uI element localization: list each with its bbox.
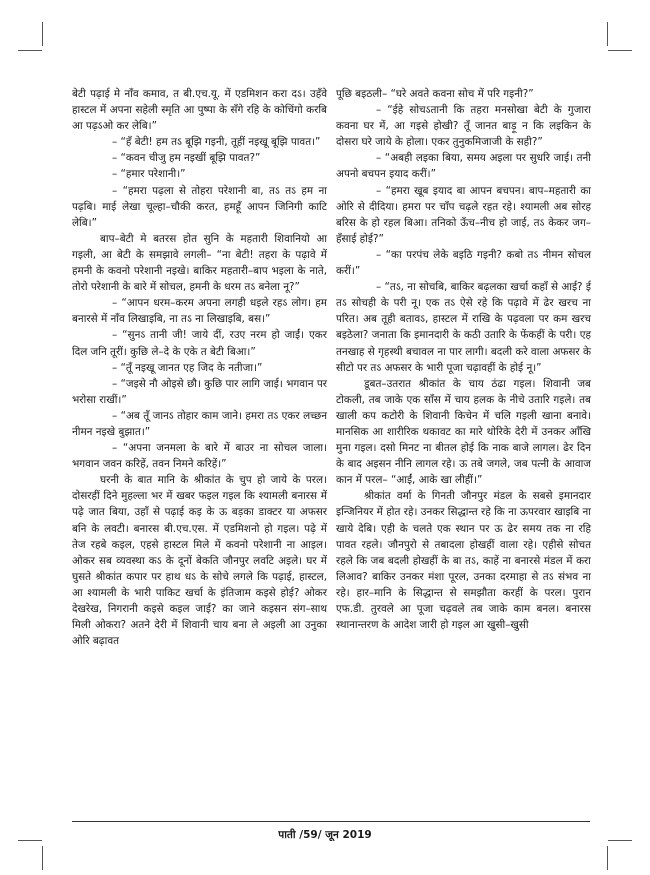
paragraph: – “हमार परेशानी।” [112, 168, 186, 181]
paragraph: – “अब तूँ जानऽ तोहार काम जाने। हमरा तऽ एकर लच्छन नीमन नइखे बुझात।” [72, 409, 327, 438]
paragraph: – “जइसे नौ ओइसे छौ। कुछि पार लागि जाई। भगवान पर भरोसा राखीं।” [72, 377, 327, 406]
paragraph: पूछि बइठली– “घरे अवते कवना सोच में परि गइनी?” [336, 88, 534, 100]
paragraph: – “हमरा खूब इयाद बा आपन बचपन। बाप–महतारी का ओरि से दीदिया। हमरा पर चाँप चढ़ले रहत रहे। श्यामली अब सोरह बरिस के हो रहल बिआ। तनिको ऊँच–नीच हो जाई, तऽ केकर जग–हँसाई होई?” [336, 184, 591, 245]
paragraph: – “कवन चीजु हम नइखीं बूझि पावत?” [112, 152, 261, 165]
paragraph: – “ईहे सोचऽतानी कि तहरा मनसोखा बेटी के गुजारा कवना घर में, आ गइसे होखी? तूँ जानत बाड़ू न कि लइकिन के दोसरा घरे जाये के होला। एकर तुनुकमिजाजी के सही?” [336, 104, 591, 149]
paragraph: डूबत–उतरात श्रीकांत के चाय ठंढा गइल। शिवानी जब टोकली, तब जाके एक साँस में चाय हलक के नीचे उतारि गइले। तब खाली कप कटोरी के शिवानी किचेन में चलि गइली खाना बनावे। मानसिक आ शारीरिक थकावट का मारे थोरिके देरी में उनकर आँखि मुना गइल। दसो मिनट ना बीतल होई कि नाक बाजे लागल। ढेर दिन के बाद अइसन नीनि लागल रहे। ऊ तबे जगले, जब पत्नी के आवाज कान में परल– “आईं, आके खा लीहीं।” [336, 377, 591, 487]
right-text-column [336, 86, 591, 633]
paragraph: श्रीकांत वर्मा के गिनती जौनपुर मंडल के सबसे इमानदार इन्जिनियर में होत रहे। उनकर सिद्धान्त रहे कि ना ऊपरवार खाइबि ना खाये देबि। एही के चलते एक स्थान पर ऊ ढेर समय तक ना रहि पावत रहले। जौनपुरो से तबादला होखहीं वाला रहे। एहीसे सोचत रहले कि जब बदली होखहीं के बा तऽ, काहें ना बनारसे मंडल में करा लिआव? बाकिर उनकर मंशा पूरल, उनका दरमाहा से तऽ संभव ना रहे। हार–मानि के सिद्धान्त से समझौता करहीं के परल। पुरान एफ.डी. तुरवले आ पूजा चढ़वले तब जाके काम बनल। बनारस स्थानान्तरण के आदेश जारी हो गइल आ खुसी–खुसी [336, 490, 591, 632]
page-footer: पाती /59/ जून 2019 [278, 829, 372, 841]
footer-rule [72, 821, 590, 822]
paragraph: – “तूँ नइखू जानत एह जिद के नतीजा।” [112, 361, 263, 374]
paragraph: – “तऽ, ना सोचबि, बाकिर बढ़लका खर्चा कहाँ से आई? ई तऽ सोचही के परी नू। एक तऽ ऐसे रहे कि पढ़ावे में ढेर खरच ना परित। अब तूही बतावऽ, हास्टल में राखि के पढ़वला पर कम खरच बइठेला? जनाता कि इमानदारी के कठी उतारि के फेंकहीं के परी। एह तनखाह से गृहस्थी बचावल ना पार लागी। बदली करे वाला अफसर के सीटो पर तऽ अफसर के भारी पूजा चढ़ावहीं के होई नू।” [336, 281, 591, 374]
paragraph: – “हँ बेटी! हम तऽ बूझि गइनी, तूहीं नइखू बूझि पावत।” [112, 136, 321, 149]
paragraph: – “हमरा पढ़ला से तोहरा परेशानी बा, तऽ तऽ हम ना पढ़बि। माई लेखा चूल्हा–चौकी करत, हमहूँ आपन जिनिगी काटि लेबि।” [72, 184, 327, 229]
crop-mark-bottom-right-v [607, 846, 608, 870]
paragraph: – “सुनऽ तानी जी! जाये दीं, रउए नरम हो जाईं। एकर दिल जनि तूरीं। कुछि ले–दे के एके त बेटी बिआ।” [72, 329, 327, 358]
paragraph: बेटी पढ़ाई मे नाँव कमाव, त बी.एच.यू. में एडमिशन करा दऽ। उहँवे हास्टल में अपना सहेली स्मृति आ पुष्पा के सँगे रहि के कोचिंगो करबि आ पढ़ऽओ कर लेबि।” [72, 88, 327, 133]
crop-mark-top-left-v [42, 22, 43, 46]
crop-mark-top-left-h [18, 50, 42, 51]
paragraph: – “आपन धरम–करम अपना लगही धइले रहऽ लोग। हम बनारसे में नाँव लिखाइबि, ना तऽ ना लिखाइबि, बस।” [72, 297, 327, 326]
paragraph: – “अबही लइका बिया, समय अइला पर सुधरि जाई। तनी अपनो बचपन इयाद करीं।” [336, 152, 591, 181]
paragraph: – “का परपंच लेके बइठि गइनी? कबो तऽ नीमन सोचल करीं।” [336, 248, 591, 278]
crop-mark-top-right-h [608, 50, 632, 51]
paragraph: बाप–बेटी मे बतरस होत सुनि के महतारी शिवानियो आ गइली, आ बेटी के समझावे लगली– “ना बेटी! तहरा के पढ़ावे में हमनी के कवनो परेशानी नइखे। बाकिर महतारी–बाप भइला के नाते, तोरो परेशानी के बारे में सोचल, हमनी के धरम तऽ बनेला नू?” [72, 232, 327, 294]
left-text-column [72, 86, 327, 649]
paragraph: – “अपना जनमला के बारे में बाउर ना सोचल जाला। भगवान जवन करिहें, तवन निमने करिहें।” [72, 442, 327, 471]
paragraph: घरनी के बात मानि के श्रीकांत के चुप हो जाये के परल। दोसरहीं दिने मुहल्ला भर में खबर फइल गइल कि श्यामली बनारस में पढ़े जात बिया, उहाँ से पढ़ाई कइ के ऊ बड़का डाक्टर या अफसर बनि के लवटी। बनारस बी.एच.एस. में एडमिशनो हो गइल। पढ़े में तेज रहबे कइल, एहसे हास्टल मिले में कवनो परेशानी ना आइल। ओकर सब व्यवस्था कऽ के दूनों बेकति जौनपुर लवटि अइले। घर में घुसते श्रीकांत कपार पर हाथ धऽ के सोचे लगले कि पढ़ाई, हास्टल, आ श्यामली के भारी पाकिट खर्चा के इंतिजाम कइसे होई? ओकर देखरेख, निगरानी कइसे कइल जाई? का जाने कइसन संग–साथ मिली ओकरा? अतने देरी में शिवानी चाय बना ले अइली आ उनुका ओरि बढ़ावत [72, 474, 327, 648]
crop-mark-top-right-v [607, 22, 608, 46]
crop-mark-bottom-left-v [42, 846, 43, 870]
